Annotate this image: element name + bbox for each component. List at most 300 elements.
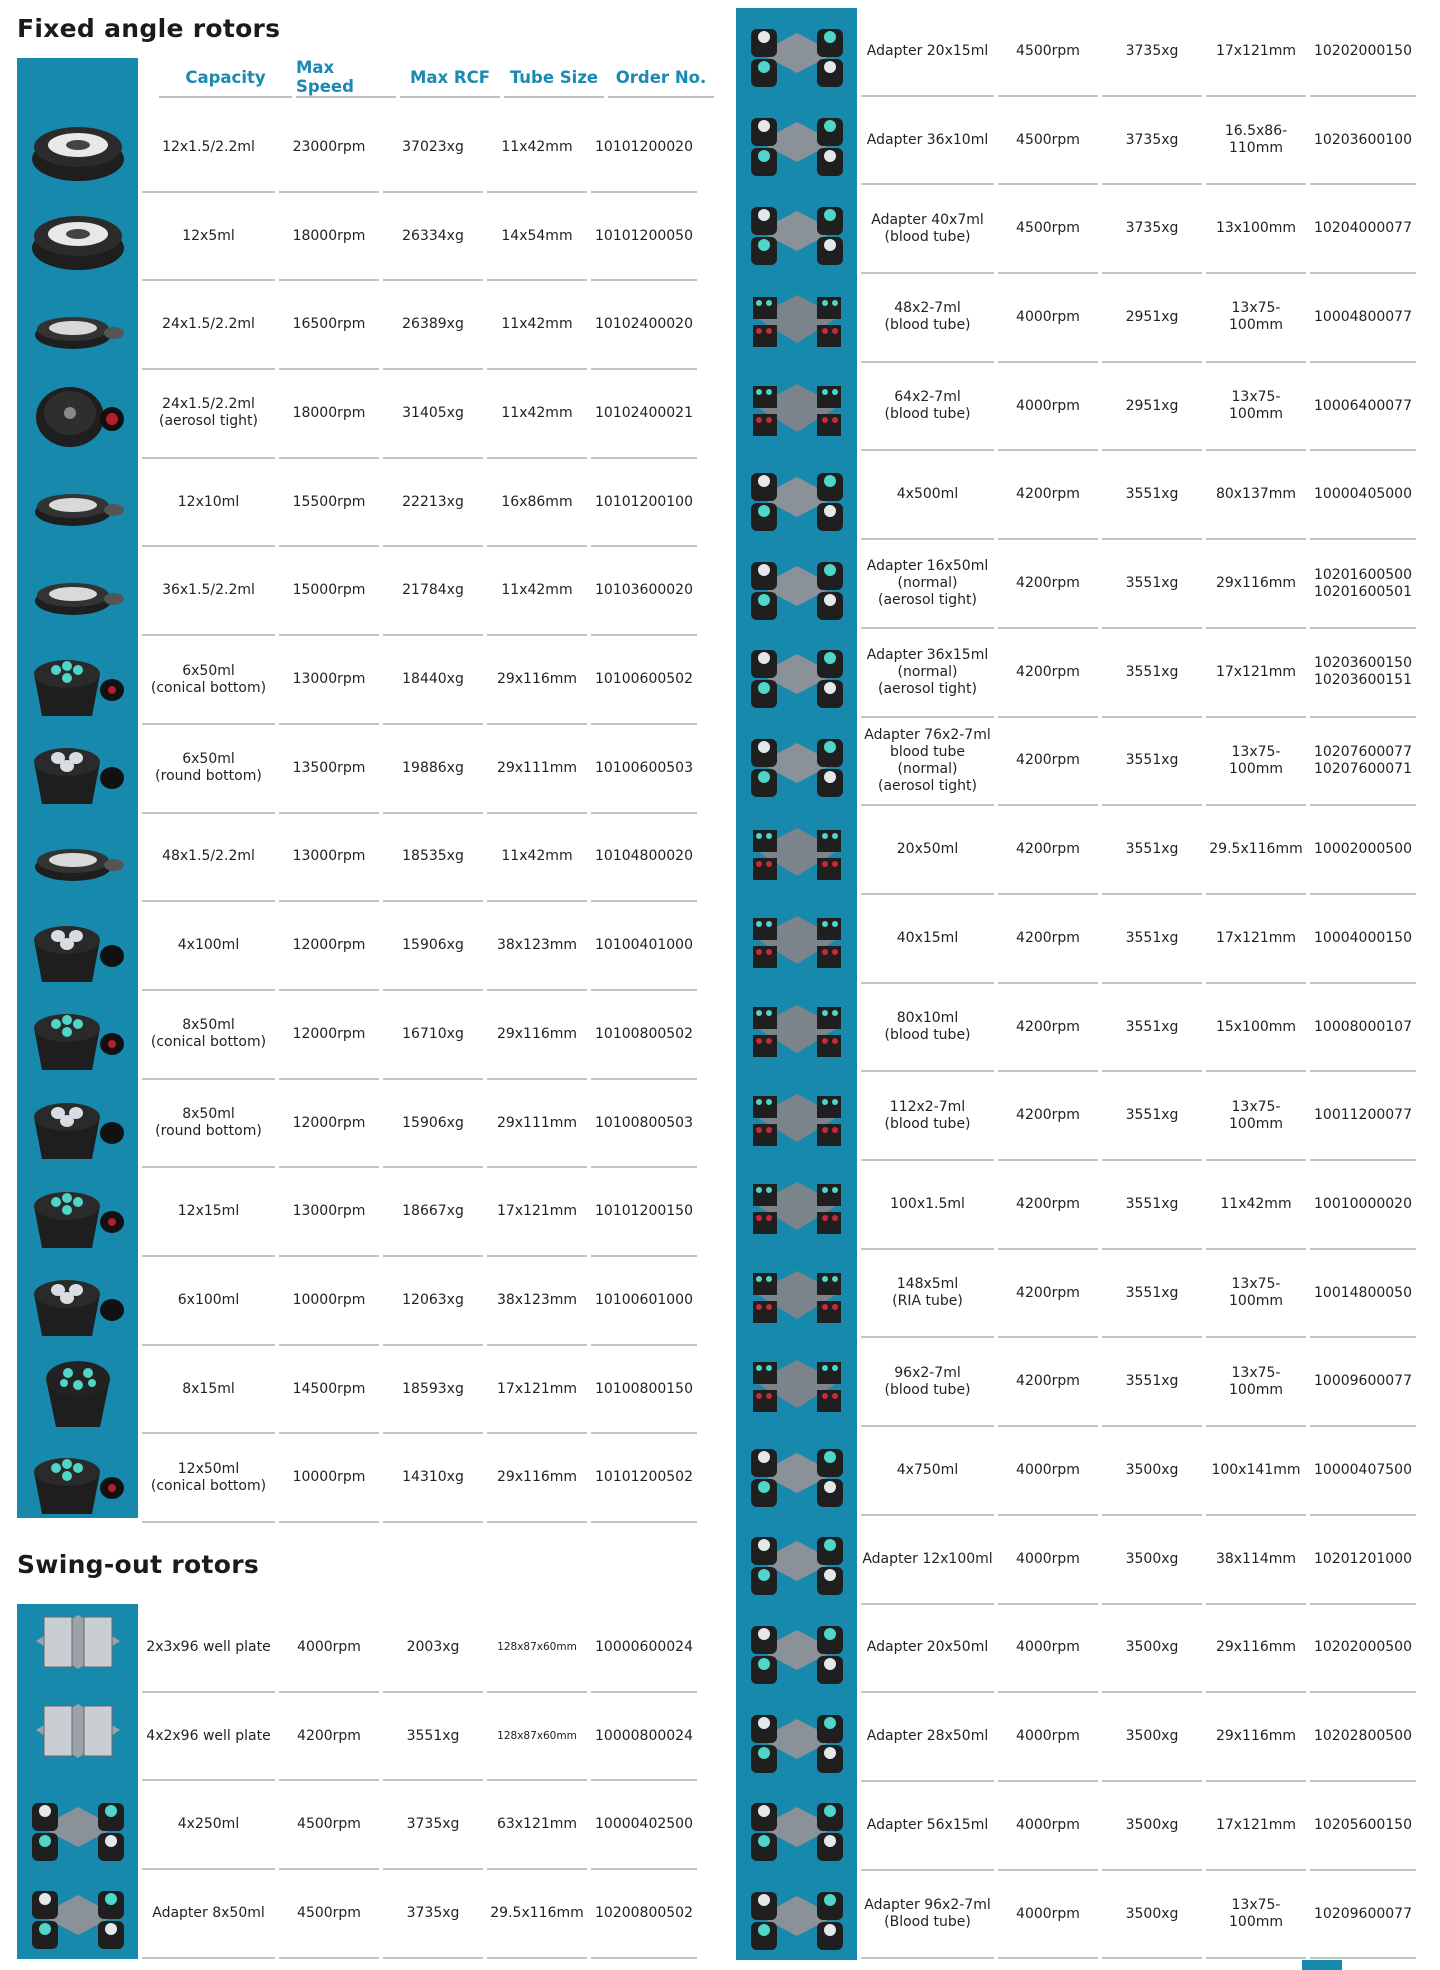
order-no-cell: 10101200050	[591, 193, 697, 282]
order-no-cell: 10203600100	[1310, 97, 1416, 186]
max-speed-cell: 4200rpm	[998, 1339, 1098, 1428]
capacity-cell: 6x50ml (conical bottom)	[142, 636, 275, 725]
swing-rack-rotor-icon	[736, 1072, 857, 1161]
table-row	[736, 984, 1416, 1073]
tube-size-cell: 17x121mm	[487, 1168, 587, 1257]
order-no-cell: 10009600077	[1310, 1339, 1416, 1428]
tube-size-cell: 38x114mm	[1206, 1516, 1306, 1605]
table-row	[736, 1250, 1416, 1339]
swing-out-table-right	[736, 8, 1420, 1960]
table-row	[17, 814, 697, 903]
max-speed-cell: 18000rpm	[279, 370, 379, 459]
max-speed-cell: 18000rpm	[279, 193, 379, 282]
rotor-fixed-conical-tubes-icon	[17, 1435, 138, 1524]
rotor-fixed-tall-conical-icon	[17, 1346, 138, 1435]
tube-size-cell: 128x87x60mm	[487, 1693, 587, 1782]
header-order-no: Order No.	[608, 58, 714, 98]
tube-size-cell: 29x116mm	[487, 1435, 587, 1524]
tube-size-cell: 16x86mm	[487, 459, 587, 548]
max-speed-cell: 4200rpm	[998, 629, 1098, 718]
order-no-cell: 10201600500 10201600501	[1310, 540, 1416, 629]
tube-size-cell: 63x121mm	[487, 1781, 587, 1870]
max-speed-cell: 12000rpm	[279, 902, 379, 991]
tube-size-cell: 17x121mm	[1206, 895, 1306, 984]
max-rcf-cell: 3735xg	[383, 1781, 483, 1870]
max-speed-cell: 13000rpm	[279, 1168, 379, 1257]
table-row	[17, 1257, 697, 1346]
table-row	[736, 1605, 1416, 1694]
max-speed-cell: 4200rpm	[998, 1250, 1098, 1339]
max-speed-cell: 4000rpm	[998, 1782, 1098, 1871]
max-speed-cell: 4000rpm	[998, 1605, 1098, 1694]
max-rcf-cell: 3500xg	[1102, 1693, 1202, 1782]
tube-size-cell: 15x100mm	[1206, 984, 1306, 1073]
max-rcf-cell: 3551xg	[1102, 629, 1202, 718]
swing-rack-rotor-icon	[736, 1339, 857, 1428]
tube-size-cell: 13x75- 100mm	[1206, 1871, 1306, 1960]
table-row	[17, 1781, 697, 1870]
max-speed-cell: 4200rpm	[998, 452, 1098, 541]
max-speed-cell: 14500rpm	[279, 1346, 379, 1435]
order-no-cell: 10202000500	[1310, 1605, 1416, 1694]
capacity-cell: Adapter 76x2-7ml blood tube (normal) (aerosol tight)	[861, 718, 994, 807]
order-no-cell: 10203600150 10203600151	[1310, 629, 1416, 718]
table-row	[17, 104, 697, 193]
tube-size-cell: 13x75- 100mm	[1206, 718, 1306, 807]
tube-size-cell: 29.5x116mm	[487, 1870, 587, 1959]
capacity-cell: 8x15ml	[142, 1346, 275, 1435]
order-no-cell: 10010000020	[1310, 1161, 1416, 1250]
capacity-cell: 80x10ml (blood tube)	[861, 984, 994, 1073]
swing-rack-rotor-icon	[736, 363, 857, 452]
capacity-cell: Adapter 36x15ml (normal) (aerosol tight)	[861, 629, 994, 718]
max-rcf-cell: 3551xg	[1102, 718, 1202, 807]
table-row	[736, 895, 1416, 984]
order-no-cell: 10004800077	[1310, 274, 1416, 363]
tube-size-cell: 17x121mm	[1206, 629, 1306, 718]
max-rcf-cell: 3551xg	[1102, 1339, 1202, 1428]
table-row	[736, 1693, 1416, 1782]
tube-size-cell: 17x121mm	[487, 1346, 587, 1435]
order-no-cell: 10006400077	[1310, 363, 1416, 452]
tube-size-cell: 13x75- 100mm	[1206, 274, 1306, 363]
swing-bucket-rotor-icon	[736, 1516, 857, 1605]
max-speed-cell: 12000rpm	[279, 1080, 379, 1169]
capacity-cell: 100x1.5ml	[861, 1161, 994, 1250]
tube-size-cell: 16.5x86- 110mm	[1206, 97, 1306, 186]
rotor-fixed-conical-tubes-icon	[17, 636, 138, 725]
max-rcf-cell: 3500xg	[1102, 1427, 1202, 1516]
tube-size-cell: 13x75- 100mm	[1206, 1072, 1306, 1161]
table-row	[17, 1604, 697, 1693]
order-no-cell: 10102400021	[591, 370, 697, 459]
order-no-cell: 10000402500	[591, 1781, 697, 1870]
order-no-cell: 10101200502	[591, 1435, 697, 1524]
page-corner-tab	[1302, 1960, 1342, 1970]
capacity-cell: 40x15ml	[861, 895, 994, 984]
capacity-cell: Adapter 96x2-7ml (Blood tube)	[861, 1871, 994, 1960]
table-row	[736, 1161, 1416, 1250]
tube-size-cell: 29x116mm	[1206, 1605, 1306, 1694]
capacity-cell: Adapter 40x7ml (blood tube)	[861, 185, 994, 274]
order-no-cell: 10205600150	[1310, 1782, 1416, 1871]
swing-plate-carrier-icon	[17, 1604, 138, 1693]
max-speed-cell: 23000rpm	[279, 104, 379, 193]
max-rcf-cell: 15906xg	[383, 902, 483, 991]
order-no-cell: 10201201000	[1310, 1516, 1416, 1605]
tube-size-cell: 14x54mm	[487, 193, 587, 282]
swing-bucket-rotor-icon	[736, 540, 857, 629]
rotor-fixed-flat-small-tubes-icon	[17, 104, 138, 193]
order-no-cell: 10101200020	[591, 104, 697, 193]
table-row	[17, 548, 697, 637]
capacity-cell: Adapter 8x50ml	[142, 1870, 275, 1959]
table-row	[736, 1339, 1416, 1428]
header-tube-size: Tube Size	[504, 58, 604, 98]
table-row	[736, 1516, 1416, 1605]
max-rcf-cell: 3500xg	[1102, 1782, 1202, 1871]
max-speed-cell: 4500rpm	[279, 1781, 379, 1870]
max-speed-cell: 4000rpm	[998, 274, 1098, 363]
tube-size-cell: 29.5x116mm	[1206, 806, 1306, 895]
order-no-cell: 10008000107	[1310, 984, 1416, 1073]
order-no-cell: 10209600077	[1310, 1871, 1416, 1960]
table-row	[736, 1782, 1416, 1871]
order-no-cell: 10000800024	[591, 1693, 697, 1782]
capacity-cell: 20x50ml	[861, 806, 994, 895]
max-speed-cell: 4000rpm	[998, 1693, 1098, 1782]
tube-size-cell: 17x121mm	[1206, 8, 1306, 97]
swing-bucket-rotor-icon	[736, 1782, 857, 1871]
table-row	[17, 1080, 697, 1169]
max-speed-cell: 4200rpm	[998, 806, 1098, 895]
swing-bucket-rotor-icon	[17, 1781, 138, 1870]
table-row	[736, 806, 1416, 895]
table-row	[736, 97, 1416, 186]
tube-size-cell: 80x137mm	[1206, 452, 1306, 541]
max-rcf-cell: 18593xg	[383, 1346, 483, 1435]
max-rcf-cell: 26389xg	[383, 281, 483, 370]
max-rcf-cell: 18667xg	[383, 1168, 483, 1257]
order-no-cell: 10100800150	[591, 1346, 697, 1435]
order-no-cell: 10104800020	[591, 814, 697, 903]
tube-size-cell: 11x42mm	[1206, 1161, 1306, 1250]
table-row	[736, 540, 1416, 629]
order-no-cell: 10100800503	[591, 1080, 697, 1169]
max-speed-cell: 13000rpm	[279, 814, 379, 903]
max-speed-cell: 4000rpm	[998, 1871, 1098, 1960]
max-rcf-cell: 3551xg	[1102, 984, 1202, 1073]
order-no-cell: 10100600503	[591, 725, 697, 814]
max-rcf-cell: 2951xg	[1102, 363, 1202, 452]
table-row	[736, 629, 1416, 718]
max-speed-cell: 15500rpm	[279, 459, 379, 548]
table-row	[17, 1168, 697, 1257]
tube-size-cell: 29x111mm	[487, 725, 587, 814]
order-no-cell: 10101200100	[591, 459, 697, 548]
capacity-cell: 36x1.5/2.2ml	[142, 548, 275, 637]
max-speed-cell: 4000rpm	[998, 1427, 1098, 1516]
capacity-cell: 12x5ml	[142, 193, 275, 282]
table-row	[736, 185, 1416, 274]
max-speed-cell: 4200rpm	[998, 718, 1098, 807]
max-rcf-cell: 18440xg	[383, 636, 483, 725]
max-speed-cell: 4200rpm	[998, 1072, 1098, 1161]
table-row	[736, 1427, 1416, 1516]
swing-rack-rotor-icon	[736, 806, 857, 895]
capacity-cell: 4x100ml	[142, 902, 275, 991]
max-rcf-cell: 31405xg	[383, 370, 483, 459]
capacity-cell: Adapter 20x15ml	[861, 8, 994, 97]
max-rcf-cell: 18535xg	[383, 814, 483, 903]
capacity-cell: 4x750ml	[861, 1427, 994, 1516]
max-rcf-cell: 15906xg	[383, 1080, 483, 1169]
swing-plate-carrier-icon	[17, 1693, 138, 1782]
max-rcf-cell: 3735xg	[383, 1870, 483, 1959]
max-rcf-cell: 12063xg	[383, 1257, 483, 1346]
header-max-speed: Max Speed	[296, 58, 396, 98]
order-no-cell: 10004000150	[1310, 895, 1416, 984]
swing-rack-rotor-icon	[736, 274, 857, 363]
capacity-cell: 4x500ml	[861, 452, 994, 541]
capacity-cell: 8x50ml (round bottom)	[142, 1080, 275, 1169]
max-rcf-cell: 3500xg	[1102, 1605, 1202, 1694]
capacity-cell: Adapter 20x50ml	[861, 1605, 994, 1694]
rotor-fixed-flat-lid-icon	[17, 814, 138, 903]
max-speed-cell: 13000rpm	[279, 636, 379, 725]
max-rcf-cell: 37023xg	[383, 104, 483, 193]
tube-size-cell: 11x42mm	[487, 814, 587, 903]
table-row	[17, 725, 697, 814]
table-row	[17, 281, 697, 370]
capacity-cell: 48x2-7ml (blood tube)	[861, 274, 994, 363]
capacity-cell: 148x5ml (RIA tube)	[861, 1250, 994, 1339]
order-no-cell: 10207600077 10207600071	[1310, 718, 1416, 807]
swing-bucket-rotor-icon	[736, 97, 857, 186]
max-speed-cell: 4000rpm	[998, 363, 1098, 452]
max-speed-cell: 4200rpm	[998, 540, 1098, 629]
max-rcf-cell: 2003xg	[383, 1604, 483, 1693]
capacity-cell: Adapter 28x50ml	[861, 1693, 994, 1782]
max-speed-cell: 4000rpm	[998, 1516, 1098, 1605]
max-rcf-cell: 3551xg	[1102, 895, 1202, 984]
fixed-angle-table	[17, 58, 707, 1518]
tube-size-cell: 11x42mm	[487, 370, 587, 459]
order-no-cell: 10000405000	[1310, 452, 1416, 541]
swing-bucket-rotor-icon	[736, 1605, 857, 1694]
max-rcf-cell: 22213xg	[383, 459, 483, 548]
order-no-cell: 10202000150	[1310, 8, 1416, 97]
table-row	[17, 1346, 697, 1435]
capacity-cell: 12x1.5/2.2ml	[142, 104, 275, 193]
rotor-fixed-round-tubes-icon	[17, 725, 138, 814]
order-no-cell: 10011200077	[1310, 1072, 1416, 1161]
swing-rack-rotor-icon	[736, 1161, 857, 1250]
max-speed-cell: 10000rpm	[279, 1435, 379, 1524]
fixed-angle-title: Fixed angle rotors	[17, 14, 281, 43]
max-rcf-cell: 3551xg	[1102, 1161, 1202, 1250]
table-row	[736, 1871, 1416, 1960]
max-rcf-cell: 21784xg	[383, 548, 483, 637]
swing-bucket-rotor-icon	[736, 718, 857, 807]
max-rcf-cell: 3735xg	[1102, 97, 1202, 186]
capacity-cell: 24x1.5/2.2ml	[142, 281, 275, 370]
capacity-cell: 12x50ml (conical bottom)	[142, 1435, 275, 1524]
max-speed-cell: 4500rpm	[998, 185, 1098, 274]
capacity-cell: 4x250ml	[142, 1781, 275, 1870]
order-no-cell: 10002000500	[1310, 806, 1416, 895]
max-rcf-cell: 16710xg	[383, 991, 483, 1080]
order-no-cell: 10000600024	[591, 1604, 697, 1693]
order-no-cell: 10202800500	[1310, 1693, 1416, 1782]
header-max-rcf: Max RCF	[400, 58, 500, 98]
capacity-cell: 12x10ml	[142, 459, 275, 548]
max-speed-cell: 4500rpm	[279, 1870, 379, 1959]
max-speed-cell: 15000rpm	[279, 548, 379, 637]
rotor-fixed-flat-lid-icon	[17, 548, 138, 637]
capacity-cell: 112x2-7ml (blood tube)	[861, 1072, 994, 1161]
capacity-cell: 4x2x96 well plate	[142, 1693, 275, 1782]
table-row	[17, 1693, 697, 1782]
rotor-fixed-flat-small-tubes-icon	[17, 193, 138, 282]
table-row	[17, 370, 697, 459]
max-rcf-cell: 3735xg	[1102, 8, 1202, 97]
swing-bucket-rotor-icon	[736, 452, 857, 541]
max-speed-cell: 13500rpm	[279, 725, 379, 814]
table-row	[17, 636, 697, 725]
capacity-cell: Adapter 56x15ml	[861, 1782, 994, 1871]
rotor-fixed-aerosol-lid-icon	[17, 370, 138, 459]
max-speed-cell: 4500rpm	[998, 97, 1098, 186]
table-row	[17, 902, 697, 991]
swing-rack-rotor-icon	[736, 1250, 857, 1339]
max-rcf-cell: 3500xg	[1102, 1871, 1202, 1960]
swing-bucket-rotor-icon	[736, 185, 857, 274]
swing-bucket-rotor-icon	[736, 629, 857, 718]
table-row	[17, 193, 697, 282]
tube-size-cell: 29x116mm	[1206, 540, 1306, 629]
order-no-cell: 10000407500	[1310, 1427, 1416, 1516]
max-rcf-cell: 3551xg	[1102, 1250, 1202, 1339]
table-row	[17, 459, 697, 548]
tube-size-cell: 38x123mm	[487, 902, 587, 991]
max-rcf-cell: 3551xg	[1102, 1072, 1202, 1161]
capacity-cell: 64x2-7ml (blood tube)	[861, 363, 994, 452]
table-row	[17, 1435, 697, 1524]
max-rcf-cell: 3551xg	[1102, 806, 1202, 895]
rotor-fixed-flat-lid-icon	[17, 281, 138, 370]
tube-size-cell: 11x42mm	[487, 281, 587, 370]
capacity-cell: 6x50ml (round bottom)	[142, 725, 275, 814]
capacity-cell: 96x2-7ml (blood tube)	[861, 1339, 994, 1428]
tube-size-cell: 29x116mm	[487, 636, 587, 725]
order-no-cell: 10102400020	[591, 281, 697, 370]
swing-out-table-left	[17, 1604, 702, 1959]
header-capacity: Capacity	[159, 58, 292, 98]
tube-size-cell: 13x75- 100mm	[1206, 1250, 1306, 1339]
order-no-cell: 10204000077	[1310, 185, 1416, 274]
max-rcf-cell: 3500xg	[1102, 1516, 1202, 1605]
tube-size-cell: 13x75- 100mm	[1206, 363, 1306, 452]
capacity-cell: Adapter 16x50ml (normal) (aerosol tight)	[861, 540, 994, 629]
swing-rack-rotor-icon	[736, 895, 857, 984]
max-rcf-cell: 2951xg	[1102, 274, 1202, 363]
max-speed-cell: 4000rpm	[279, 1604, 379, 1693]
max-rcf-cell: 3551xg	[383, 1693, 483, 1782]
max-rcf-cell: 14310xg	[383, 1435, 483, 1524]
order-no-cell: 10200800502	[591, 1870, 697, 1959]
max-speed-cell: 4200rpm	[998, 984, 1098, 1073]
table-row	[736, 363, 1416, 452]
order-no-cell: 10101200150	[591, 1168, 697, 1257]
capacity-cell: 24x1.5/2.2ml (aerosol tight)	[142, 370, 275, 459]
tube-size-cell: 100x141mm	[1206, 1427, 1306, 1516]
rotor-fixed-conical-tubes-icon	[17, 991, 138, 1080]
swing-bucket-rotor-icon	[736, 1871, 857, 1960]
order-no-cell: 10103600020	[591, 548, 697, 637]
max-speed-cell: 4200rpm	[998, 1161, 1098, 1250]
swing-bucket-rotor-icon	[17, 1870, 138, 1959]
max-speed-cell: 4200rpm	[998, 895, 1098, 984]
table-row	[736, 1072, 1416, 1161]
swing-bucket-rotor-icon	[736, 1693, 857, 1782]
table-row	[17, 991, 697, 1080]
tube-size-cell: 29x111mm	[487, 1080, 587, 1169]
max-rcf-cell: 3551xg	[1102, 540, 1202, 629]
tube-size-cell: 29x116mm	[487, 991, 587, 1080]
rotor-fixed-flat-lid-icon	[17, 459, 138, 548]
capacity-cell: 48x1.5/2.2ml	[142, 814, 275, 903]
fixed-angle-header-row	[159, 58, 714, 98]
table-row	[736, 274, 1416, 363]
tube-size-cell: 38x123mm	[487, 1257, 587, 1346]
table-row	[736, 718, 1416, 807]
tube-size-cell: 17x121mm	[1206, 1782, 1306, 1871]
capacity-cell: 6x100ml	[142, 1257, 275, 1346]
table-row	[736, 8, 1416, 97]
tube-size-cell: 13x75- 100mm	[1206, 1339, 1306, 1428]
order-no-cell: 10100601000	[591, 1257, 697, 1346]
capacity-cell: 12x15ml	[142, 1168, 275, 1257]
tube-size-cell: 13x100mm	[1206, 185, 1306, 274]
tube-size-cell: 11x42mm	[487, 104, 587, 193]
rotor-fixed-round-tubes-icon	[17, 902, 138, 991]
capacity-cell: Adapter 12x100ml	[861, 1516, 994, 1605]
table-row	[736, 452, 1416, 541]
rotor-fixed-conical-tubes-icon	[17, 1168, 138, 1257]
capacity-cell: Adapter 36x10ml	[861, 97, 994, 186]
swing-out-title: Swing-out rotors	[17, 1550, 260, 1579]
max-speed-cell: 4500rpm	[998, 8, 1098, 97]
tube-size-cell: 128x87x60mm	[487, 1604, 587, 1693]
capacity-cell: 2x3x96 well plate	[142, 1604, 275, 1693]
max-rcf-cell: 19886xg	[383, 725, 483, 814]
rotor-fixed-round-tubes-icon	[17, 1257, 138, 1346]
max-rcf-cell: 3735xg	[1102, 185, 1202, 274]
max-rcf-cell: 3551xg	[1102, 452, 1202, 541]
swing-bucket-rotor-icon	[736, 1427, 857, 1516]
max-speed-cell: 16500rpm	[279, 281, 379, 370]
max-speed-cell: 4200rpm	[279, 1693, 379, 1782]
max-speed-cell: 12000rpm	[279, 991, 379, 1080]
tube-size-cell: 29x116mm	[1206, 1693, 1306, 1782]
order-no-cell: 10014800050	[1310, 1250, 1416, 1339]
swing-rack-rotor-icon	[736, 984, 857, 1073]
capacity-cell: 8x50ml (conical bottom)	[142, 991, 275, 1080]
order-no-cell: 10100401000	[591, 902, 697, 991]
max-speed-cell: 10000rpm	[279, 1257, 379, 1346]
max-rcf-cell: 26334xg	[383, 193, 483, 282]
